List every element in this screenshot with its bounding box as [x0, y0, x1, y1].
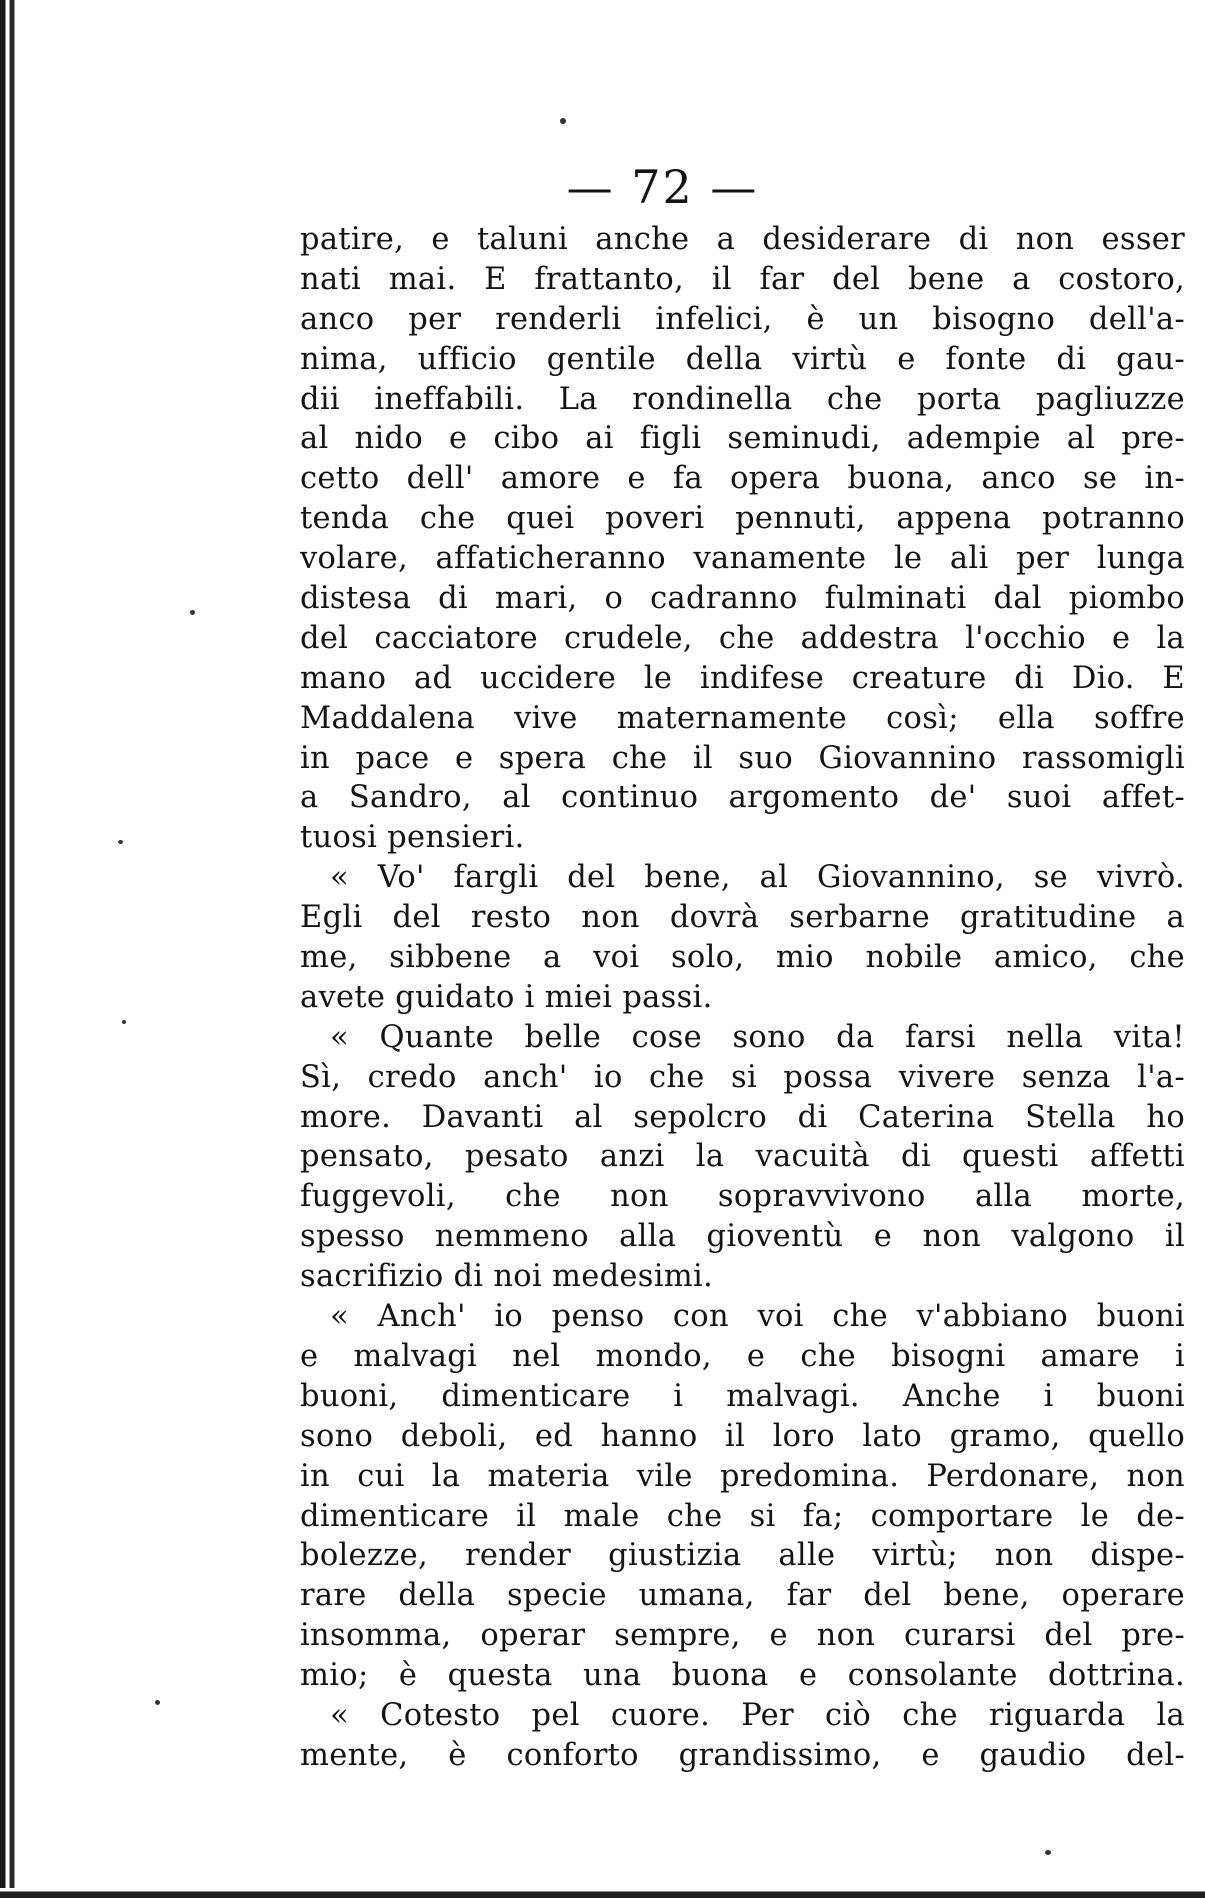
body-text [300, 220, 1185, 1776]
scan-speck [118, 840, 123, 844]
text-line: me, sibbene a voi solo, mio nobile amico, che [300, 940, 1185, 976]
text-line: fuggevoli, che non sopravvivono alla morte, [300, 1179, 1185, 1215]
text-line: del cacciatore crudele, che addestra l'occhio e la [300, 620, 1185, 656]
text-line: a Sandro, al continuo argomento de' suoi affet- [300, 780, 1185, 816]
text-line: e malvagi nel mondo, e che bisogni amare i [300, 1338, 1185, 1374]
text-line: insomma, operar sempre, e non curarsi del pre- [300, 1618, 1185, 1654]
text-line: avete guidato i miei passi. [300, 979, 713, 1015]
text-line: « Vo' fargli del bene, al Giovannino, se vivrò. [330, 860, 1185, 896]
text-line: « Cotesto pel cuore. Per ciò che riguarda la [330, 1697, 1185, 1733]
text-line: rare della specie umana, far del bene, operare [300, 1578, 1185, 1614]
text-line: « Anch' io penso con voi che v'abbiano buoni [330, 1299, 1185, 1335]
scan-speck [155, 1700, 160, 1705]
text-line: « Quante belle cose sono da farsi nella vita! [330, 1019, 1185, 1055]
text-line: in cui la materia vile predomina. Perdonare, non [300, 1458, 1185, 1494]
scan-speck [190, 610, 195, 615]
text-line: sacrifizio di noi medesimi. [300, 1259, 714, 1295]
text-line: pensato, pesato anzi la vacuità di questi affetti [300, 1139, 1185, 1175]
text-line: sono deboli, ed hanno il loro lato gramo, quello [300, 1418, 1185, 1454]
text-line: anco per renderli infelici, è un bisogno dell'a- [300, 301, 1185, 337]
scan-speck [560, 118, 566, 124]
scan-left-border [0, 0, 22, 1898]
text-line: patire, e taluni anche a desiderare di non esser [300, 222, 1185, 257]
text-line: Sì, credo anch' io che si possa vivere senza l'a- [300, 1059, 1185, 1095]
text-line: nima, ufficio gentile della virtù e fonte di gau- [300, 341, 1185, 377]
text-line: cetto dell' amore e fa opera buona, anco se in- [300, 461, 1185, 497]
text-line: mio; è questa una buona e consolante dottrina. [300, 1658, 1185, 1694]
text-line: tenda che quei poveri pennuti, appena potranno [300, 501, 1185, 537]
text-line: dimenticare il male che si fa; comportare le de- [300, 1498, 1185, 1534]
text-line: distesa di mari, o cadranno fulminati dal piombo [300, 581, 1185, 617]
scan-speck [122, 1020, 126, 1024]
text-line: mano ad uccidere le indifese creature di Dio. E [300, 660, 1185, 696]
text-line: tuosi pensieri. [300, 820, 525, 856]
text-line: more. Davanti al sepolcro di Caterina Stella ho [300, 1099, 1185, 1135]
text-line: mente, è conforto grandissimo, e gaudio del- [300, 1737, 1185, 1773]
scan-bottom-border [0, 1888, 1205, 1898]
text-line: volare, affaticheranno vanamente le ali per lunga [300, 541, 1185, 577]
text-line: in pace e spera che il suo Giovannino rassomigli [300, 740, 1185, 776]
text-line: Maddalena vive maternamente così; ella soffre [300, 700, 1185, 736]
text-line: Egli del resto non dovrà serbarne gratitudine a [300, 900, 1185, 936]
scan-speck [1045, 1850, 1051, 1855]
text-line: buoni, dimenticare i malvagi. Anche i buoni [300, 1378, 1185, 1414]
text-line: bolezze, render giustizia alle virtù; non dispe- [300, 1538, 1185, 1574]
text-line: al nido e cibo ai figli seminudi, adempie al pre- [300, 421, 1185, 457]
text-line: spesso nemmeno alla gioventù e non valgono il [300, 1219, 1185, 1255]
page-number: — 72 — [566, 160, 759, 214]
text-line: dii ineffabili. La rondinella che porta pagliuzze [300, 381, 1185, 417]
text-line: nati mai. E frattanto, il far del bene a costoro, [300, 261, 1185, 297]
